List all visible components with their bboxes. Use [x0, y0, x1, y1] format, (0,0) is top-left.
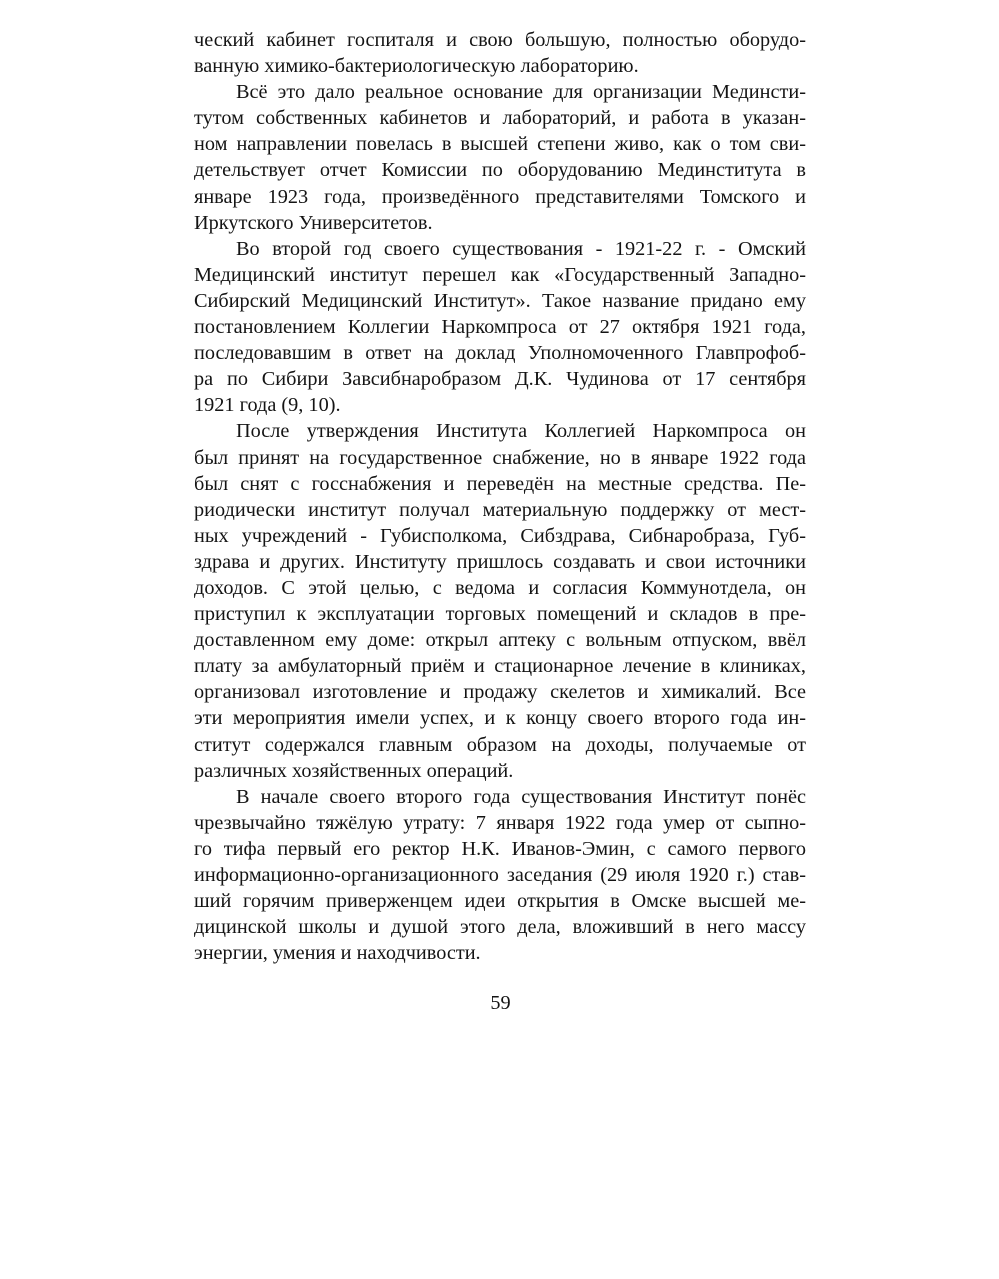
text-line: ститут содержался главным образом на доходы, получаемые от	[194, 733, 806, 756]
text-line: 1921 года (9, 10).	[194, 394, 341, 417]
text-line: В начале своего второго года существования Институт понёс	[236, 785, 806, 808]
paragraph	[194, 79, 806, 236]
text-line: плату за амбулаторный приём и стационарное лечение в клиниках,	[194, 655, 806, 678]
text-line: ных учреждений - Губисполкома, Сибздрава, Сибнаробраза, Губ-	[194, 524, 806, 547]
text-line: го тифа первый его ректор Н.К. Иванов-Эмин, с самого первого	[194, 837, 806, 860]
text-line: Сибирский Медицинский Институт». Такое название придано ему	[194, 289, 806, 312]
text-line: Во второй год своего существования - 1921-22 г. - Омский	[236, 237, 806, 260]
text-line: организовал изготовление и продажу скелетов и химикалий. Все	[194, 681, 806, 704]
text-line: После утверждения Института Коллегией Наркомпроса он	[236, 420, 806, 443]
text-line: был принят на государственное снабжение, но в январе 1922 года	[194, 446, 806, 469]
text-line: энергии, умения и находчивости.	[194, 942, 481, 965]
paragraph	[194, 418, 806, 783]
text-line: январе 1923 года, произведённого представителями Томского и	[194, 185, 806, 208]
page-number: 59	[490, 992, 511, 1014]
text-line: детельствует отчет Комиссии по оборудованию Мединститута в	[194, 159, 806, 182]
body-text	[194, 27, 806, 966]
text-line: постановлением Коллегии Наркомпроса от 27 октября 1921 года,	[194, 316, 806, 339]
text-line: Медицинский институт перешел как «Государственный Западно-	[194, 263, 806, 286]
text-line: ческий кабинет госпиталя и свою большую, полностью оборудо-	[194, 29, 806, 51]
paragraph	[194, 27, 806, 79]
paragraph	[194, 236, 806, 419]
text-line: ном направлении повелась в высшей степени живо, как о том сви-	[194, 133, 806, 156]
text-line: ра по Сибири Завсибнаробразом Д.К. Чудинова от 17 сентября	[194, 368, 806, 391]
text-line: различных хозяйственных операций.	[194, 759, 514, 782]
text-line: приступил к эксплуатации торговых помещений и складов в пре-	[194, 603, 806, 626]
text-line: доставленном ему доме: открыл аптеку с вольным отпуском, ввёл	[194, 629, 806, 652]
text-line: был снят с госснабжения и переведён на местные средства. Пе-	[194, 472, 806, 495]
text-line: дицинской школы и душой этого дела, вложивший в него массу	[194, 916, 806, 939]
text-line: Иркутского Университетов.	[194, 211, 433, 234]
text-line: Всё это дало реальное основание для организации Мединсти-	[236, 81, 806, 104]
text-line: ший горячим приверженцем идеи открытия в Омске высшей ме-	[194, 890, 806, 913]
text-line: доходов. С этой целью, с ведома и согласия Коммунотдела, он	[194, 576, 806, 599]
text-line: риодически институт получал материальную поддержку от мест-	[194, 498, 806, 521]
text-line: последовавшим в ответ на доклад Уполномоченного Главпрофоб-	[194, 342, 806, 365]
text-line: чрезвычайно тяжёлую утрату: 7 января 1922 года умер от сыпно-	[194, 811, 806, 834]
paragraph	[194, 784, 806, 967]
text-line: эти мероприятия имели успех, и к концу своего второго года ин-	[194, 707, 806, 730]
text-line: здрава и других. Институту пришлось создавать и свои источники	[194, 550, 806, 573]
text-line: тутом собственных кабинетов и лабораторий, и работа в указан-	[194, 107, 806, 130]
text-line: информационно-организационного заседания (29 июля 1920 г.) став-	[194, 864, 806, 886]
text-line: ванную химико-бактериологическую лабораторию.	[194, 55, 639, 78]
